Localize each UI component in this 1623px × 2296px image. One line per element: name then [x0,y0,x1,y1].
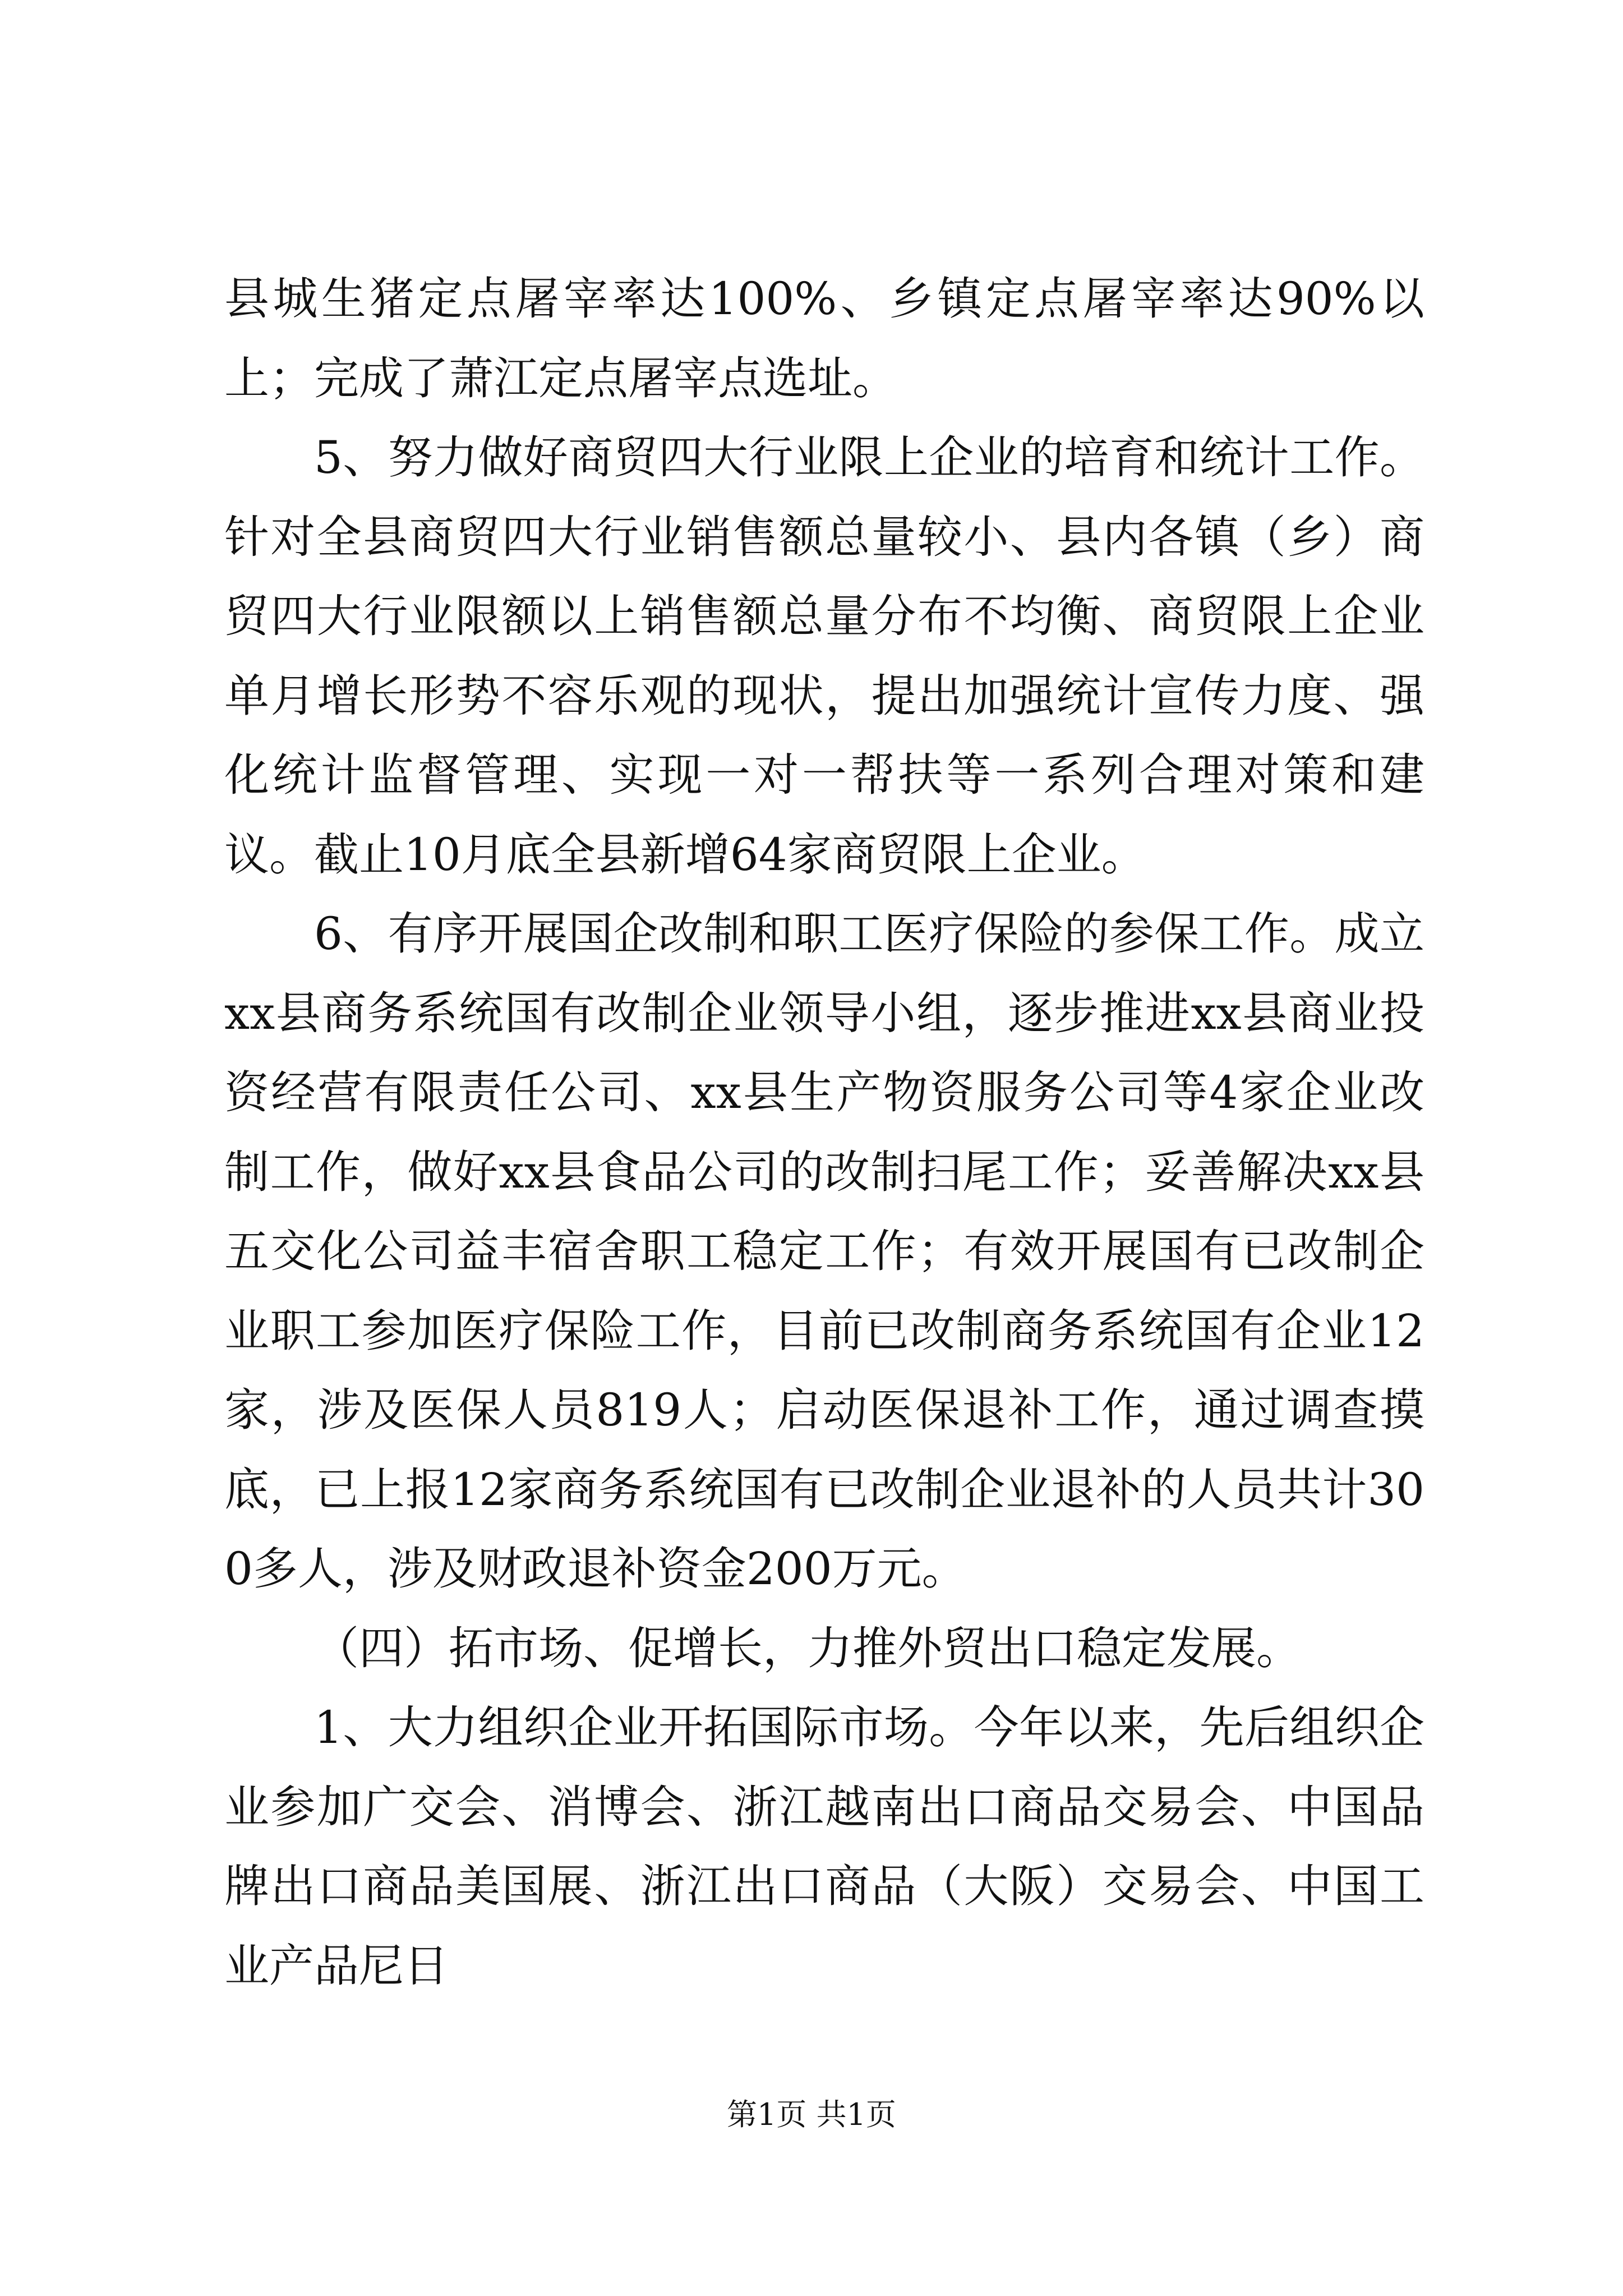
paragraph-section-4-item-1: 1、大力组织企业开拓国际市场。今年以来，先后组织企业参加广交会、消博会、浙江越南出口商品交易会、中国品牌出口商品美国展、浙江出口商品（大阪）交易会、中国工业产品尼日 [224,1701,1424,1992]
paragraph-continued: 县城生猪定点屠宰率达100%、乡镇定点屠宰率达90%以上；完成了萧江定点屠宰点选址。 [224,273,1424,404]
section-heading-4: （四）拓市场、促增长，力推外贸出口稳定发展。 [314,1622,1301,1674]
paragraph-item-6: 6、有序开展国企改制和职工医疗保险的参保工作。成立xx县商务系统国有改制企业领导小组，逐步推进xx县商业投资经营有限责任公司、xx县生产物资服务公司等4家企业改制工作，做好xx县食品公司的改制扫尾工作；妥善解决xx县五交化公司益丰宿舍职工稳定工作；有效开展国有已改制企业职工参加医疗保险工作，目前已改制商务系统国有企业12家，涉及医保人员819人；启动医保退补工作，通过调查摸底，已上报12家商务系统国有已改制企业退补的人员共计300多人，涉及财政退补资金200万元。 [224,908,1424,1595]
paragraph-item-5: 5、努力做好商贸四大行业限上企业的培育和统计工作。针对全县商贸四大行业销售额总量较小、县内各镇（乡）商贸四大行业限额以上销售额总量分布不均衡、商贸限上企业单月增长形势不容乐观的现状，提出加强统计宣传力度、强化统计监督管理、实现一对一帮扶等一系列合理对策和建议。截止10月底全县新增64家商贸限上企业。 [224,431,1424,881]
page-footer: 第1页 共1页 [727,2097,896,2132]
document-body [224,259,1424,2005]
